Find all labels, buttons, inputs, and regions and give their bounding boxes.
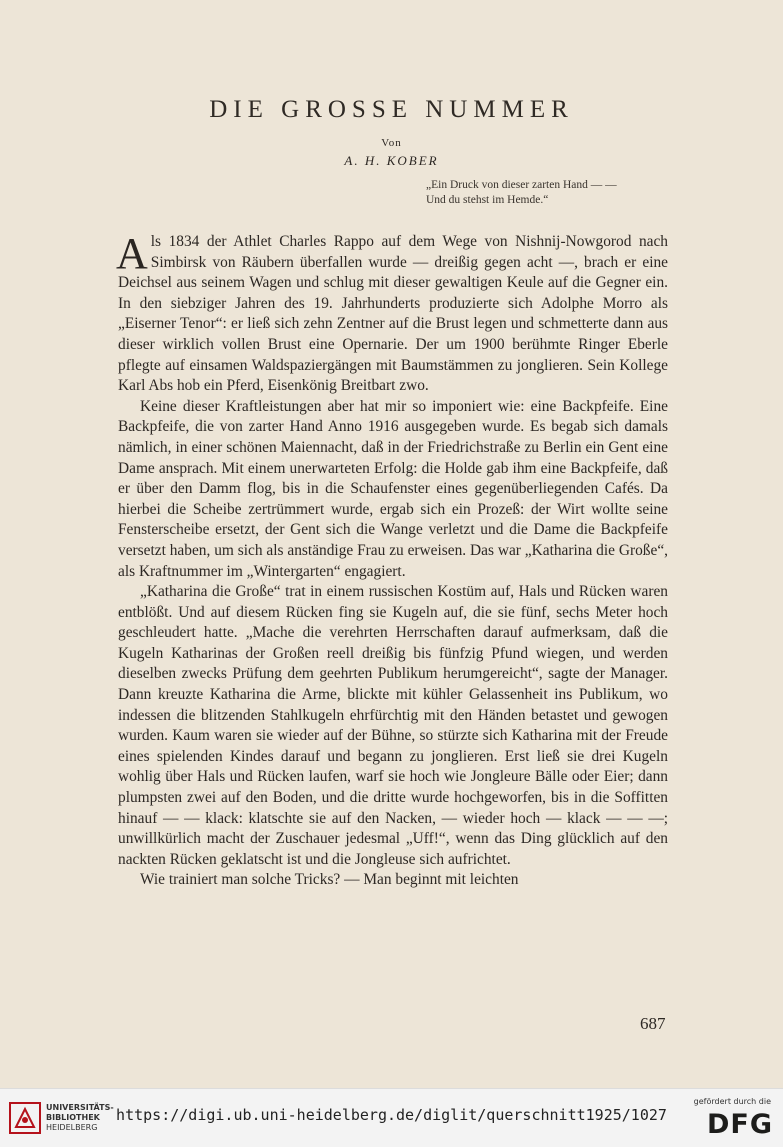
byline-prefix: Von bbox=[381, 137, 402, 149]
page-number: 687 bbox=[640, 1014, 666, 1033]
funding-note: gefördert durch die bbox=[693, 1097, 771, 1106]
epigraph-line: „Ein Druck von dieser zarten Hand — — bbox=[426, 179, 617, 191]
author-name: A. H. KOBER bbox=[344, 153, 439, 168]
library-name: UNIVERSITÄTS- BIBLIOTHEK HEIDELBERG bbox=[46, 1103, 114, 1132]
dfg-logo[interactable]: DFG bbox=[706, 1109, 773, 1140]
article-body bbox=[116, 229, 668, 891]
viewer-footer bbox=[0, 1088, 783, 1147]
epigraph-line: Und du stehst im Hemde.“ bbox=[426, 194, 549, 206]
paragraph: Keine dieser Kraftleistungen aber hat mir so imponiert wie: eine Backpfeife. Eine Backpfeife, die von zarter Hand Anno 1916 ausgegeben wurde. Es begab sich damals nämlich, in einer schönen Maiennacht, daß in der Friedrichstraße zu Berlin ein Gent eine Dame ansprach. Mit einem unerwarteten Erfolg: die Holde gab ihm eine Backpfeife, daß er über den Damm flog, bis in die Schaufenster eines gegenüberliegenden Cafés. Da hierbei die Scheibe zertrümmert wurde, ergab sich ein Prozeß: der Wirt wollte seine Fensterscheibe ersetzt, der Gent sich die Wange verletzt und die Dame die Backpfeife versetzt haben, um sich als anständige Frau zu erweisen. Das war „Katharina die Große“, als Kraftnummer im „Wintergarten“ engagiert. bbox=[118, 397, 668, 580]
drop-cap: A bbox=[116, 229, 148, 278]
epigraph bbox=[426, 178, 686, 208]
paragraph: Als 1834 der Athlet Charles Rappo auf dem Wege von Nishnij-Nowgorod nach Simbirsk von Räubern überfallen wurde — dreißig gegen acht —, brach er eine Deichsel aus seinem Wagen und schlug mit dieser gewaltigen Keule auf die Gegner ein. In den siebziger Jahren des 19. Jahrhunderts produzierte sich Adolphe Morro als „Eiserner Tenor“: er ließ sich zehn Zentner auf die Brust legen und schmetterte dann aus dieser wirklich vollen Brust eine Opernarie. Der um 1900 berühmte Ringer Eberle pflegte auf einsamen Waldspaziergängen mit Baumstämmen zu jonglieren. Sein Kollege Karl Abs hob ein Pferd, Eisenkönig Breitbart zwo. bbox=[116, 229, 668, 395]
permalink[interactable]: https://digi.ub.uni-heidelberg.de/diglit/querschnitt1925/1027 bbox=[116, 1106, 667, 1124]
paragraph: „Katharina die Große“ trat in einem russischen Kostüm auf, Hals und Rücken waren entblößt. Und auf diesem Rücken fing sie Kugeln auf, die sie fünf, sechs Meter hoch geschleudert hatte. „Mache die verehrten Herrschaften darauf aufmerksam, daß die Kugeln Katharinas der Großen reell dreißig bis fünfzig Pfund wiegen, und werden dieselben zwecks Prüfung dem geehrten Publikum herumgereicht“, sagte der Manager. Dann kreuzte Katharina die Arme, blickte mit kühler Gelassenheit ins Publikum, wo indessen die blitzenden Stahlkugeln ehrfürchtig mit den Händen betastet und gewogen wurden. Kaum waren sie wieder auf der Bühne, so stürzte sich Katharina mit der Freude eines spielenden Kindes darauf und begann zu jonglieren. Erst ließ sie drei Kugeln wohlig über Hals und Rücken laufen, warf sie hoch wie Jongleure Bälle oder Eier; dann plumpsten zwei auf den Boden, und die dritte wurde hochgeworfen, bis in die Soffitten hinauf — — klack: klatschte sie auf den Nacken, — wieder hoch — klack — — —; unwillkürlich macht der Zuschauer jedesmal „Uff!“, wenn das Ding glücklich auf den nackten Rücken geklatscht ist und die Jongleuse sich aufrichtet. bbox=[118, 583, 668, 868]
paragraph: Wie trainiert man solche Tricks? — Man beginnt mit leichten bbox=[140, 871, 519, 889]
article-title: DIE GROSSE NUMMER bbox=[209, 96, 574, 123]
